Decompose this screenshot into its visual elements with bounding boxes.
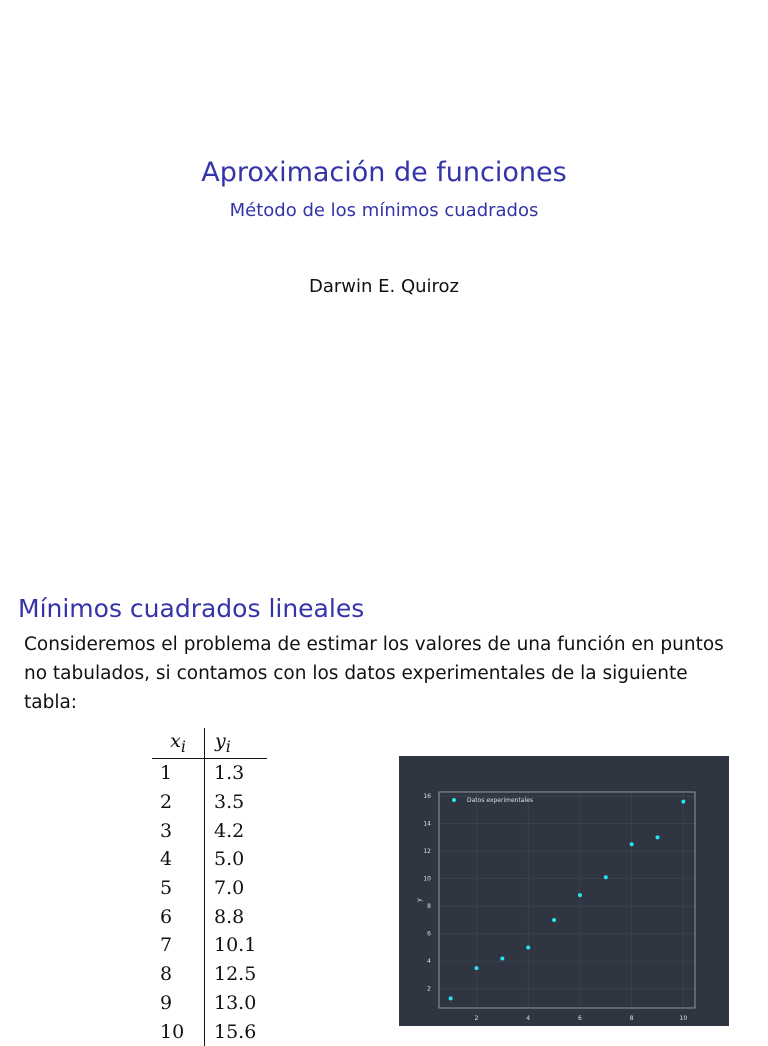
y-tick-label: 2 [427,985,431,993]
cell-x: 10 [152,1017,205,1046]
y-tick-label: 14 [423,820,431,828]
data-table [152,728,267,1046]
cell-x: 8 [152,960,205,989]
plot-frame [439,792,695,1008]
y-tick-label: 10 [423,875,431,883]
x-tick-label: 4 [526,1015,531,1022]
data-point [604,875,608,879]
data-point [552,918,556,922]
scatter-plot-svg [399,756,729,1026]
x-tick-label: 2 [474,1015,479,1022]
scatter-plot [399,756,729,1026]
author-name: Darwin E. Quiroz [308,276,459,297]
table-row [152,845,267,874]
cell-x: 4 [152,845,205,874]
slide-subtitle: Método de los mínimos cuadrados [229,200,539,221]
y-tick-label: 12 [423,848,431,856]
y-tick-label: 16 [423,793,431,801]
data-point [526,945,530,949]
y-tick-label: 8 [427,903,431,911]
table-row [152,960,267,989]
cell-x: 2 [152,788,205,817]
header-y: $y_i$ [205,728,268,759]
slide-title: Aproximación de funciones [201,157,567,188]
y-tick-label: 4 [427,958,431,966]
cell-x: 6 [152,902,205,931]
data-point [500,956,504,960]
problem-paragraph [24,630,754,717]
cell-x: 1 [152,759,205,788]
table-row [152,816,267,845]
y-tick-label: 6 [427,930,431,938]
cell-x: 5 [152,874,205,903]
legend-marker [452,798,456,802]
frame-title: Mínimos cuadrados lineales [18,594,365,623]
data-point [630,842,634,846]
table-row [152,788,267,817]
x-tick-label: 10 [679,1015,688,1022]
cell-y: 12.5 [214,963,257,986]
cell-x: 9 [152,989,205,1018]
table-row [152,989,267,1018]
cell-y: 5.0 [214,848,245,871]
cell-y: 8.8 [214,905,245,928]
cell-y: 4.2 [214,819,245,842]
cell-y: 13.0 [214,991,257,1014]
x-tick-label: 8 [629,1015,634,1022]
data-point [449,996,453,1000]
y-axis-label: y [416,898,423,902]
paragraph-line: tabla: [24,692,78,713]
paragraph-line: no tabulados, si contamos con los datos experimentales de la siguiente [24,663,688,684]
table-row [152,931,267,960]
table-row [152,902,267,931]
header-x: $x_i$ [152,728,205,759]
cell-y: 1.3 [214,762,245,785]
data-point [681,800,685,804]
data-point [474,966,478,970]
table-header-row [152,728,267,759]
cell-y: 15.6 [214,1020,257,1043]
legend-label: Datos experimentales [467,797,533,804]
x-tick-label: 6 [578,1015,582,1022]
data-point [578,893,582,897]
cell-x: 7 [152,931,205,960]
cell-y: 3.5 [214,791,245,814]
cell-y: 10.1 [214,934,257,957]
paragraph-line: Consideremos el problema de estimar los valores de una función en puntos [24,634,724,655]
cell-x: 3 [152,816,205,845]
table-row [152,759,267,788]
table-row [152,874,267,903]
table-row [152,1017,267,1046]
data-point [656,835,660,839]
cell-y: 7.0 [214,877,245,900]
